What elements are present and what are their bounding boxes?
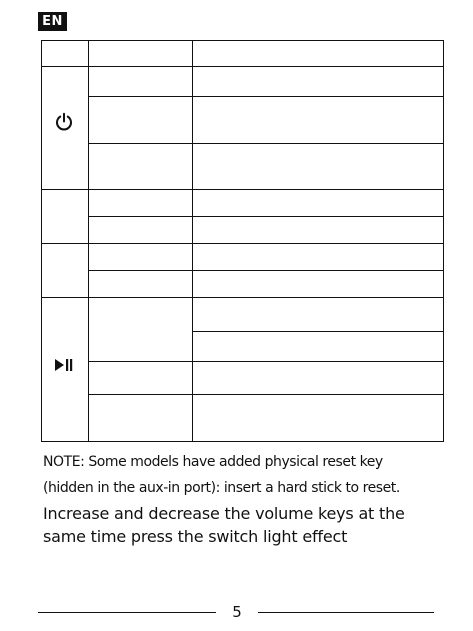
table-divider-horizontal <box>42 189 443 190</box>
footer-rule-right <box>258 612 434 613</box>
table-divider-vertical <box>192 41 193 441</box>
language-badge: EN <box>38 12 67 31</box>
button-function-table <box>41 40 444 442</box>
note-line: (hidden in the aux-in port): insert a hard stick to reset. <box>43 480 400 496</box>
note-line: NOTE: Some models have added physical reset key <box>43 454 383 470</box>
table-divider-horizontal <box>192 331 443 332</box>
table-divider-horizontal <box>42 243 443 244</box>
table-divider-horizontal <box>88 143 443 144</box>
table-divider-horizontal <box>88 96 443 97</box>
power-icon <box>54 112 74 132</box>
play-pause-icon <box>54 358 74 372</box>
footer-rule-left <box>38 612 216 613</box>
table-divider-vertical <box>88 41 89 441</box>
note-line: Increase and decrease the volume keys at the <box>43 504 405 523</box>
note-line: same time press the switch light effect <box>43 527 348 546</box>
table-divider-horizontal <box>42 297 443 298</box>
table-divider-horizontal <box>88 216 443 217</box>
table-divider-horizontal <box>88 394 443 395</box>
page-number: 5 <box>232 603 242 621</box>
table-divider-horizontal <box>88 270 443 271</box>
table-divider-horizontal <box>42 66 443 67</box>
table-divider-horizontal <box>88 361 443 362</box>
